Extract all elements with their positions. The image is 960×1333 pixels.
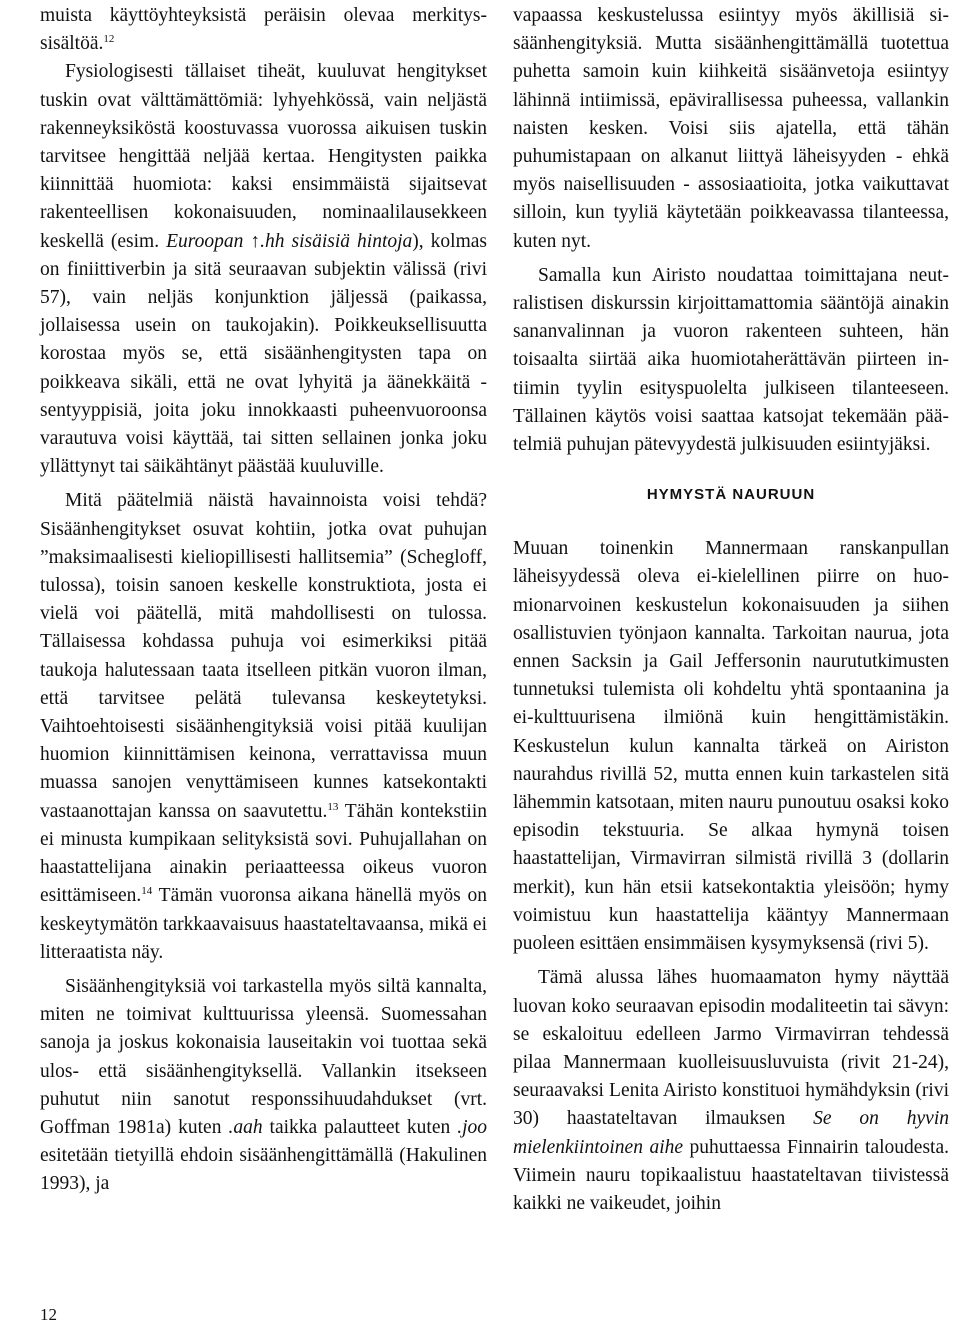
paragraph: vapaassa keskustelussa esiintyy myös äkillisiä sisäänhengityksiä. Mutta sisäänhengittämällä tuotettua puhetta samoin kuin kiihkeitä sisäänvetoja esiintyy lähinnä intiimissä, epävirallisessa puheessa, vallankin naisten kesken. Voisi siis ajatella, että tähän puhumistapaan on alkanut liittyä läheisyyden - ehkä myös naisellisuuden - assosiaatioita, jotka vaikuttavat silloin, kun tyyliä käytetään poikkeavassa tilanteessa, kuten nyt. bbox=[513, 5, 949, 252]
paragraph: Fysiologisesti tällaiset tiheät, kuuluvat hengitykset tuskin ovat välttämättömiä: lyhyehkössä, vain neljästä rakenneyksiköstä koostuvassa vuorossa aikuisen tuskin tarvitsee hengittää neljää kertaa. Hengitysten paikka kiinnittää huomiota: kaksi ensimmäistä sijaitsevat rakenteellisen kokonaisuuden, nominaalilausekkeen keskellä (esim. Euroopan ↑.hh sisäisiä hintoja), kolmas on finiittiverbin ja sitä seuraavan subjektin välissä (rivi 57), vain neljäs konjunktion jäljessä (paikassa, jollaisessa usein on taukojakin). Poikkeuksellisuutta korostaa myös se, että sisäänhengitysten tapa on poikkeava sikäli, että ne ovat lyhyitä ja äänekkäitä - sentyyppisiä, joita joku innokkaasti puheenvuoroonsa varautuva voisi käyttää, tai sitten sellainen jonka joku yllättynyt tai säikähtänyt päästää kuuluville. bbox=[40, 61, 487, 478]
left-column bbox=[40, 2, 487, 1199]
paragraph: Mitä päätelmiä näistä havainnoista voisi tehdä? Sisäänhengitykset osuvat kohtiin, jotka ovat puhujan ”maksimaalisesti kieliopillisesti hallitsemia” (Schegloff, tulossa), toisin sanoen keskelle konstruktiota, josta ei vielä voi päätellä, mitä mahdollisesti on tulossa. Tällaisessa kohdassa puhuja voi esimerkiksi pitää taukoja halutessaan taata itselleen pitkän vuoron ilman, että tarvitsee pelätä tulevansa keskeytetyksi. Vaihtoehtoisesti sisäänhengityksiä voisi pitää kuulijan huomion kiinnittämisen keinona, verrattavissa muun muassa sanojen venyttämiseen kunnes katsekontakti vastaanottajan kanssa on saavutettu.$^{13}$ Tähän kontekstiin ei minusta kumpikaan selityksistä sovi. Puhujallahan on haastattelijana ainakin periaatteessa oikeus vuoron esittämiseen.$^{14}$ Tämän vuoronsa aikana hänellä myös on keskeytymätön tarkkaavaisuus haastateltavaansa, mikä ei litteraatista näy. bbox=[40, 490, 487, 963]
footnote-marker: 13 bbox=[327, 800, 339, 813]
section-heading: HYMYSTÄ NAURUUN bbox=[646, 486, 816, 504]
footnote-marker: 12 bbox=[103, 33, 115, 46]
page-number: 12 bbox=[40, 1305, 57, 1324]
right-column bbox=[513, 2, 949, 1218]
paragraph: Tämä alussa lähes huomaamaton hymy näyttää luovan koko seuraavan episodin modaliteetin tai sävyn: se eskaloituu edelleen Jarmo Virmavirran tehdessä pilaa Mannermaan kuolleisuusluvuista (rivit 21-24), seuraavaksi Lenita Airisto konstituoi hymähdyksin (rivi 30) haastateltavan ilmauksen Se on hyvin mielenkiintoinen aihe puhuttaessa Finnairin taloudesta. Viimein nauru topikaalistuu haastateltavan tiivistessä kaikki ne vaikeudet, joihin bbox=[513, 967, 949, 1214]
paragraph: Muuan toinenkin Mannermaan ranskanpullan läheisyydessä oleva ei-kielellinen piirre on huomionarvoinen keskustelun kokonaisuuden ja siihen osallistuvien työnjaon kannalta. Tarkoitan naurua, jota ennen Sacksin ja Gail Jeffersonin naurututkimusten tunnetuksi tulemista oli kohdeltu yhtä spontaanina ja ei-kulttuurisena ilmiönä kuin hengittämistäkin. Keskustelun kulun kannalta tärkeä on Airiston naurahdus rivillä 52, mutta ennen kuin tarkastelen sitä lähemmin katsotaan, miten nauru punoutuu osaksi koko episodin tekstuuria. Se alkaa hymynä toisen haastattelijan, Virmavirran silmistä rivillä 3 (dollarin merkit), kun hän etsii katsekontaktia yleisöön; hymy voimistuu kun haastattelija kääntyy Mannermaan puoleen esittäen ensimmäisen kysymyksensä (rivi 5). bbox=[513, 538, 949, 955]
example-phrase: .joo bbox=[457, 1116, 488, 1138]
pitch-arrow-icon: ↑ bbox=[250, 230, 261, 252]
example-phrase: Euroopan ↑.hh sisäisiä hintoja bbox=[166, 230, 413, 252]
paragraph: Sisäänhengityksiä voi tarkastella myös siltä kannalta, miten ne toimivat kulttuurissa yleensä. Suomessahan sanoja ja joskus kokonaisia lauseitakin voi tuottaa sekä ulos- että sisäänhengityksellä. Vallankin itsekseen puhutut niin sanotut responssihuudahdukset (vrt. Goffman 1981a) kuten .aah taikka palautteet kuten .joo esitetään tietyillä ehdoin sisäänhengittämällä (Hakulinen 1993), ja bbox=[40, 975, 488, 1195]
example-phrase: Se on hyvin mielenkiintoinen aihe bbox=[513, 1108, 949, 1158]
footnote-marker: 14 bbox=[141, 885, 153, 898]
paragraph: muista käyttöyhteyksistä peräisin olevaa merkityssisältöä.$^{12}$ bbox=[40, 5, 487, 55]
paragraph: Samalla kun Airisto noudattaa toimittajana neutralistisen diskurssin kirjoittamattomia sääntöjä ainakin sananvalinnan ja vuoron rakenteen suhteen, hän toisaalta siirtää aika huomiotaherättävän piirteen intiimin tyylin esityspuolelta julkiseen tilanteeseen. Tällainen käytös voisi saattaa katsojat tekemään päätelmiä puhujan pätevyydestä julkisuuden esiintyjäksi. bbox=[513, 264, 949, 456]
example-phrase: .aah bbox=[228, 1116, 263, 1138]
